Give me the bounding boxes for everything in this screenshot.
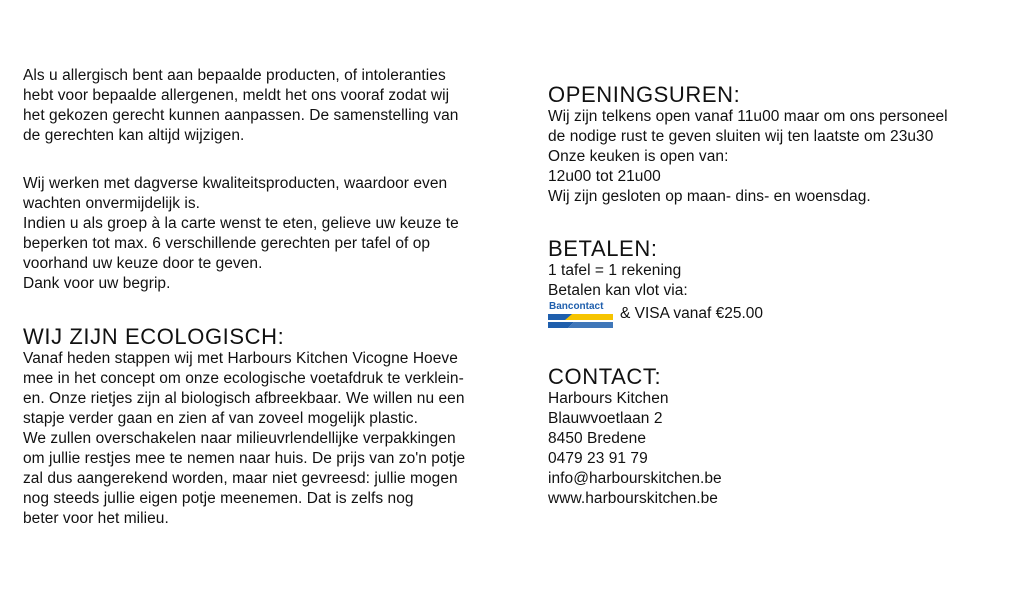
ecological-line: Vanaf heden stappen wij met Harbours Kitchen Vicogne Hoeve — [23, 350, 458, 367]
contact-city: 8450 Bredene — [548, 430, 646, 447]
contact-phone: 0479 23 91 79 — [548, 450, 648, 467]
contact-website: www.harbourskitchen.be — [548, 490, 718, 507]
hours-line: de nodige rust te geven sluiten wij ten laatste om 23u30 — [548, 128, 934, 145]
contact-heading: CONTACT: — [548, 364, 662, 389]
ecological-line: zal dus aangerekend worden, maar niet gevreesd: jullie mogen — [23, 470, 458, 487]
payment-line: 1 tafel = 1 rekening — [548, 262, 682, 279]
payment-methods-text: & VISA vanaf €25.00 — [620, 305, 764, 322]
fresh-line: beperken tot max. 6 verschillende gerechten per tafel of op — [23, 235, 431, 252]
hours-line: Wij zijn telkens open vanaf 11u00 maar om ons personeel — [548, 108, 948, 125]
bancontact-logo-yellow-band — [565, 314, 613, 320]
ecological-line: We zullen overschakelen naar milieuvrlendellijke verpakkingen — [23, 430, 456, 447]
contact-name: Harbours Kitchen — [548, 390, 669, 407]
bancontact-logo-blue-bottom-right — [568, 322, 613, 328]
fresh-line: Wij werken met dagverse kwaliteitsproducten, waardoor even — [23, 175, 448, 192]
allergy-section — [23, 66, 458, 146]
ecological-line: mee in het concept om onze ecologische voetafdruk te verklein- — [23, 370, 464, 387]
hours-line: 12u00 tot 21u00 — [548, 168, 661, 185]
fresh-line: Indien u als groep à la carte wenst te eten, gelieve uw keuze te — [23, 215, 459, 232]
contact-section — [548, 365, 722, 509]
opening-hours-section — [548, 83, 948, 207]
allergy-line: Als u allergisch bent aan bepaalde producten, of intoleranties — [23, 67, 446, 84]
contact-street: Blauwvoetlaan 2 — [548, 410, 663, 427]
payment-methods — [548, 301, 763, 327]
ecological-line: om jullie restjes mee te nemen naar huis. De prijs van zo'n potje — [23, 450, 466, 467]
opening-hours-heading: OPENINGSUREN: — [548, 82, 741, 107]
ecological-section — [23, 325, 465, 529]
hours-line: Onze keuken is open van: — [548, 148, 729, 165]
allergy-line: de gerechten kan altijd wijzigen. — [23, 127, 245, 144]
contact-email: info@harbourskitchen.be — [548, 470, 722, 487]
fresh-line: wachten onvermijdelijk is. — [23, 195, 201, 212]
payment-heading: BETALEN: — [548, 236, 658, 261]
payment-section — [548, 237, 763, 327]
bancontact-logo — [548, 300, 613, 328]
ecological-line: beter voor het milieu. — [23, 510, 169, 527]
ecological-heading: WIJ ZIJN ECOLOGISCH: — [23, 324, 285, 349]
ecological-line: en. Onze rietjes zijn al biologisch afbreekbaar. We willen nu een — [23, 390, 465, 407]
hours-line: Wij zijn gesloten op maan- dins- en woensdag. — [548, 188, 871, 205]
ecological-line: stapje verder gaan en zien af van zoveel mogelijk plastic. — [23, 410, 418, 427]
fresh-products-section — [23, 174, 459, 294]
payment-line: Betalen kan vlot via: — [548, 282, 688, 299]
fresh-line: Dank voor uw begrip. — [23, 275, 171, 292]
fresh-line: voorhand uw keuze door te geven. — [23, 255, 263, 272]
allergy-line: hebt voor bepaalde allergenen, meldt het ons vooraf zodat wij — [23, 87, 450, 104]
ecological-line: nog steeds jullie eigen potje meenemen. Dat is zelfs nog — [23, 490, 414, 507]
bancontact-logo-text: Bancontact — [549, 301, 604, 312]
allergy-line: het gekozen gerecht kunnen aanpassen. De samenstelling van — [23, 107, 459, 124]
